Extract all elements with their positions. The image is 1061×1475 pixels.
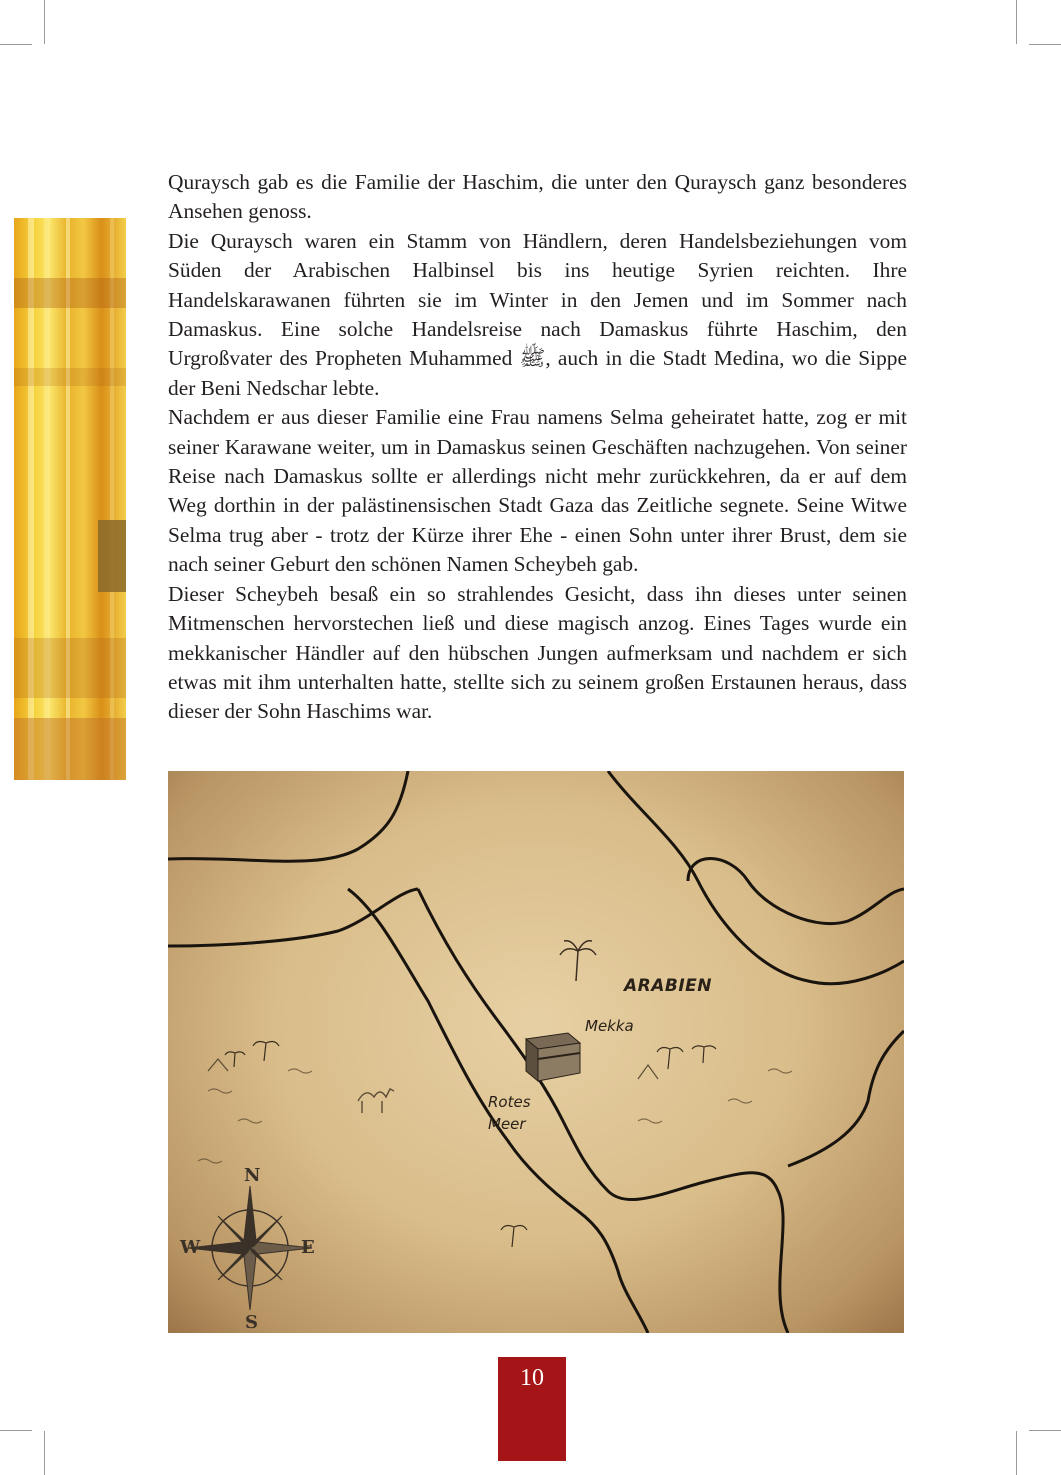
crop-mark	[1016, 1431, 1017, 1475]
palm-tree-icon	[657, 1046, 716, 1069]
coastline-oman	[788, 1031, 904, 1166]
coastline-north	[168, 771, 408, 861]
sea-label-line: Meer	[488, 1115, 526, 1133]
coastline-sinai-west	[168, 889, 418, 946]
coastline-red-sea-east	[418, 889, 788, 1333]
page-number: 10	[498, 1357, 566, 1461]
compass-rose-icon	[188, 1186, 312, 1310]
body-text	[168, 168, 907, 727]
compass-west-label: W	[180, 1237, 201, 1258]
compass-north-label: N	[244, 1165, 261, 1186]
sea-label-red-sea	[488, 1091, 531, 1135]
crop-mark	[0, 1430, 32, 1431]
kaaba-icon	[526, 1033, 580, 1081]
paragraph: Die Quraysch waren ein Stamm von Händlern, deren Handelsbeziehungen vom Süden der Arabischen Halbinsel bis ins heutige Syrien reichten. Ihre Handelskarawanen führten sie im Winter in den Jemen und im Sommer nach Damaskus. Eine solche Handelsreise nach Damaskus führte Haschim, den Urgroßvater des Propheten Muhammed ﷺ, auch in die Stadt Medina, wo die Sippe der Beni Nedschar lebte.	[168, 228, 907, 400]
crop-mark	[44, 1431, 45, 1475]
crop-mark	[44, 0, 45, 44]
crop-mark	[0, 44, 32, 45]
sea-label-line: Rotes	[488, 1093, 531, 1111]
decorative-side-strip	[14, 218, 126, 780]
map-drawing	[168, 771, 904, 1333]
palm-tree-icon	[501, 1226, 527, 1247]
tent-icon	[208, 1059, 658, 1079]
arabia-map	[168, 771, 904, 1333]
city-label-mecca: Mekka	[585, 1017, 634, 1035]
paragraph: Nachdem er aus dieser Familie eine Frau namens Selma geheiratet hatte, zog er mit seiner Karawane weiter, um in Damaskus seinen Geschäften nachzugehen. Von seiner Reise nach Damaskus sollte er allerdings nicht mehr zurückkehren, da er auf dem Weg dorthin in der palästinensischen Stadt Gaza das Zeitliche segnete. Seine Witwe Selma trug aber - trotz der Kürze ihrer Ehe - einen Sohn unter ihrer Brust, dem sie nach seiner Geburt den schönen Namen Scheybeh gab.	[168, 405, 907, 577]
coastline-qatar	[688, 859, 904, 924]
crop-mark	[1029, 44, 1061, 45]
coastline-persian-gulf	[608, 771, 904, 984]
palm-tree-icon	[225, 1042, 279, 1067]
paragraph: Quraysch gab es die Familie der Haschim, die unter den Quraysch ganz besonderes Ansehen genoss.	[168, 170, 907, 224]
crop-mark	[1029, 1430, 1061, 1431]
camel-icon	[358, 1089, 394, 1113]
crop-mark	[1016, 0, 1017, 44]
compass-east-label: E	[301, 1237, 315, 1258]
palm-tree-icon	[560, 941, 596, 981]
compass-south-label: S	[245, 1312, 258, 1333]
paragraph: Dieser Scheybeh besaß ein so strahlendes Gesicht, dass ihn dieses unter seinen Mitmenschen hervorstechen ließ und diese magisch anzog. Eines Tages wurde ein mekkanischer Händler auf den hübschen Jungen aufmerksam und nachdem er sich etwas mit ihm unterhalten hatte, stellte sich zu seinem großen Erstaunen heraus, dass dieser der Sohn Haschims war.	[168, 581, 907, 724]
region-label-arabia: ARABIEN	[624, 976, 713, 996]
strip-plaque	[98, 520, 126, 592]
